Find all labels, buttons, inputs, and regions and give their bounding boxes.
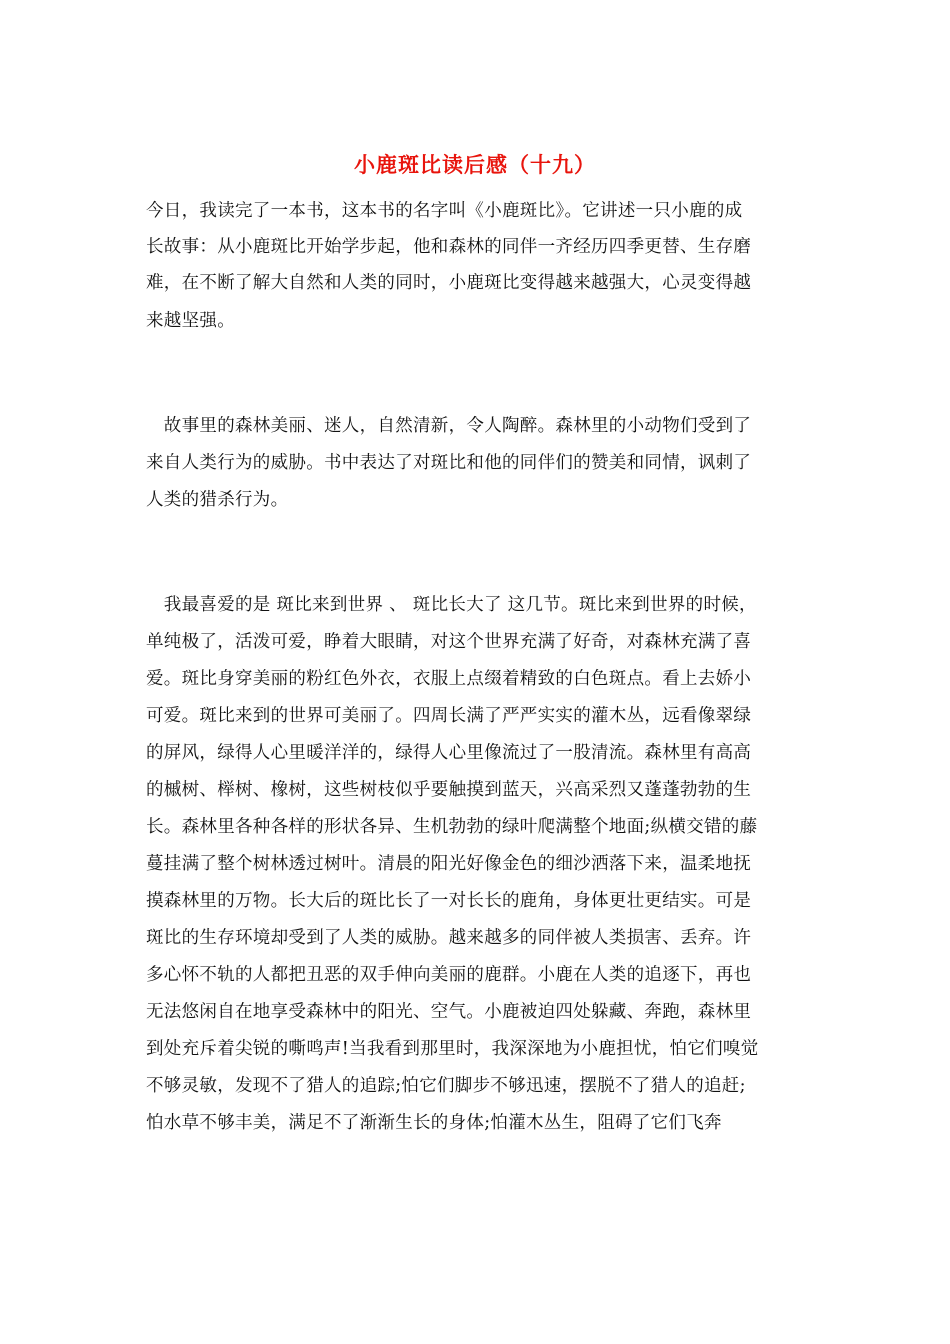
paragraph-1-line-4: 来越坚强。 [146,311,235,331]
document-title: 小鹿斑比读后感（十九） [354,152,596,177]
paragraph-1-line-3: 难，在不断了解大自然和人类的同时，小鹿斑比变得越来越强大，心灵变得越 [146,273,752,293]
paragraph-3-line-8: 蔓挂满了整个树林透过树叶。清晨的阳光好像金色的细沙洒落下来，温柔地抚 [146,854,752,874]
paragraph-3-line-14: 不够灵敏，发现不了猎人的追踪;怕它们脚步不够迅速，摆脱不了猎人的追赶; [146,1076,746,1096]
paragraph-3-line-9: 摸森林里的万物。长大后的斑比长了一对长长的鹿角，身体更壮更结实。可是 [146,891,752,911]
paragraph-3-line-15: 怕水草不够丰美，满足不了渐渐生长的身体;怕灌木丛生，阻碍了它们飞奔 [146,1113,722,1133]
paragraph-2-line-2: 来自人类行为的威胁。书中表达了对斑比和他的同伴们的赞美和同情，讽刺了 [146,453,752,473]
paragraph-3-line-6: 的槭树、榉树、橡树，这些树枝似乎要触摸到蓝天，兴高采烈又蓬蓬勃勃的生 [146,780,752,800]
paragraph-3-line-3: 爱。斑比身穿美丽的粉红色外衣，衣服上点缀着精致的白色斑点。看上去娇小 [146,669,752,689]
paragraph-2-line-1: 故事里的森林美丽、迷人，自然清新，令人陶醉。森林里的小动物们受到了 [146,416,752,436]
paragraph-2-line-3: 人类的猎杀行为。 [146,490,289,510]
paragraph-3-line-10: 斑比的生存环境却受到了人类的威胁。越来越多的同伴被人类损害、丢弃。许 [146,928,752,948]
paragraph-3-line-7: 长。森林里各种各样的形状各异、生机勃勃的绿叶爬满整个地面;纵横交错的藤 [146,817,758,837]
paragraph-3-line-2: 单纯极了，活泼可爱，睁着大眼睛，对这个世界充满了好奇，对森林充满了喜 [146,632,752,652]
paragraph-3-line-13: 到处充斥着尖锐的嘶鸣声!当我看到那里时，我深深地为小鹿担忧，怕它们嗅觉 [146,1039,759,1059]
paragraph-1-line-2: 长故事：从小鹿斑比开始学步起，他和森林的同伴一齐经历四季更替、生存磨 [146,237,752,257]
paragraph-1-line-1: 今日，我读完了一本书，这本书的名字叫《小鹿斑比》。它讲述一只小鹿的成 [146,201,743,221]
paragraph-3-line-4: 可爱。斑比来到的世界可美丽了。四周长满了严严实实的灌木丛，远看像翠绿 [146,706,752,726]
paragraph-3-line-12: 无法悠闲自在地享受森林中的阳光、空气。小鹿被迫四处躲藏、奔跑，森林里 [146,1002,752,1022]
paragraph-3-line-11: 多心怀不轨的人都把丑恶的双手伸向美丽的鹿群。小鹿在人类的追逐下，再也 [146,965,752,985]
paragraph-3-line-5: 的屏风，绿得人心里暖洋洋的，绿得人心里像流过了一股清流。森林里有高高 [146,743,752,763]
paragraph-3-line-1: 我最喜爱的是 斑比来到世界 、 斑比长大了 这几节。斑比来到世界的时候， [146,595,757,615]
